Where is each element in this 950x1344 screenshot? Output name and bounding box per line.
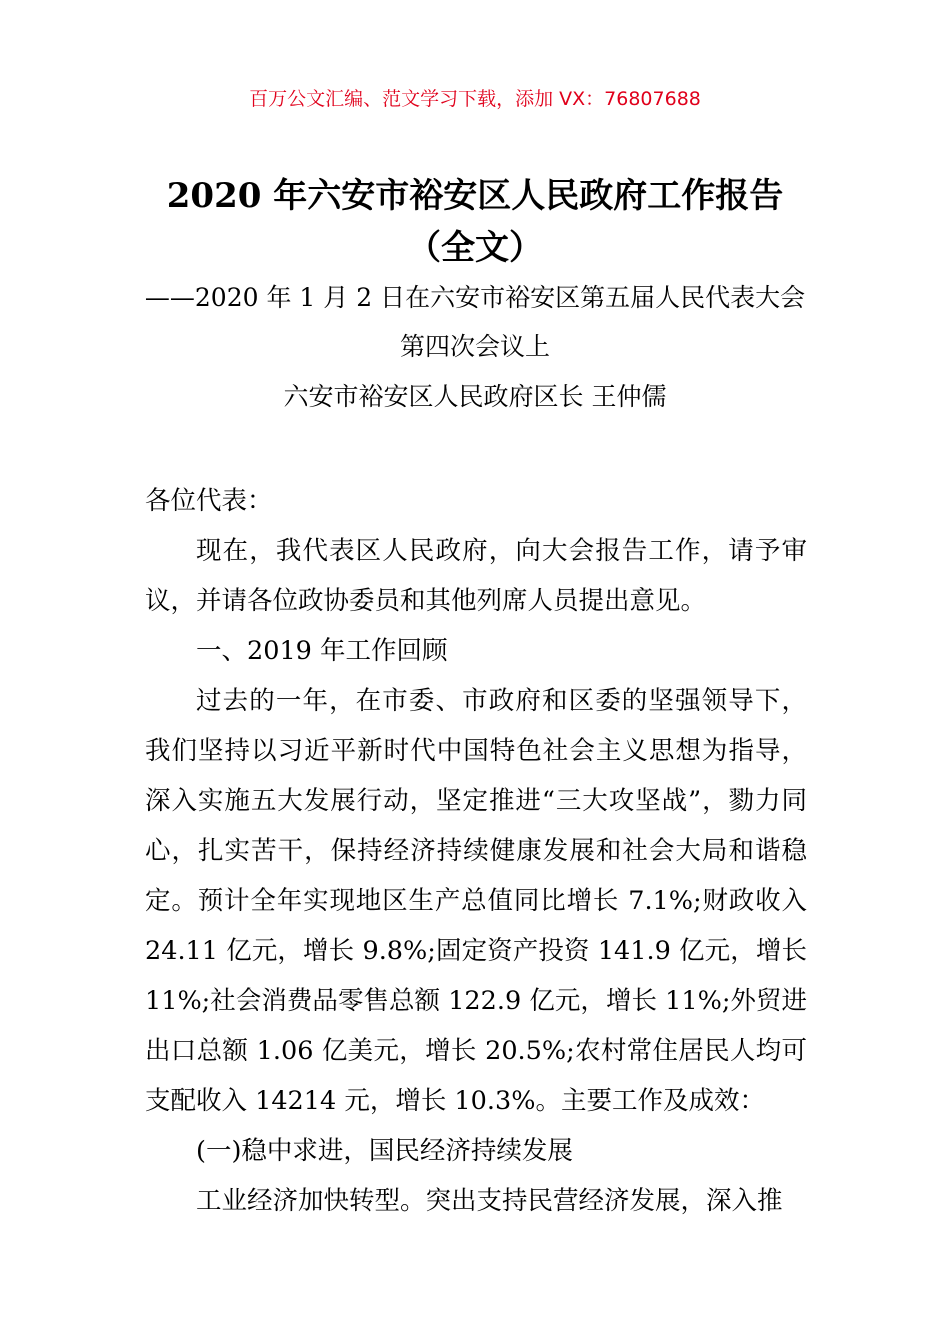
subsection-heading: (一)稳中求进，国民经济持续发展	[196, 1136, 573, 1166]
paragraph-review: 过去的一年，在市委、市政府和区委的坚强领导下，我们坚持以习近平新时代中国特色社会主义思想为指导，深入实施五大发展行动，坚定推进“三大攻坚战”，勠力同心，扎实苦干，保持经济持续健康发展和社会大局和谐稳定。预计全年实现地区生产总值同比增长 7.1%;财政收入 24.11 亿元，增长 9.8%;固定资产投资 141.9 亿元，增长 11%;社会消费品零售总额 122.9 亿元，增长 11%;外贸进出口总额 1.06 亿美元，增长 20.5%;农村常住居民人均可支配收入 14214 元，增长 10.3%。主要工作及成效：	[145, 686, 807, 1116]
greeting: 各位代表：	[145, 486, 273, 516]
document-title-suffix: （全文）	[407, 228, 543, 268]
paragraph-intro: 现在，我代表区人民政府，向大会报告工作，请予审议，并请各位政协委员和其他列席人员提出意见。	[145, 536, 807, 616]
watermark-banner: 百万公文汇编、范文学习下载，添加 VX：76807688	[249, 88, 701, 110]
paragraph-industry: 工业经济加快转型。突出支持民营经济发展，深入推	[196, 1186, 783, 1216]
section-heading: 一、2019 年工作回顾	[196, 636, 448, 666]
subtitle-occasion-cont: 第四次会议上	[399, 332, 550, 361]
document-title: 2020 年六安市裕安区人民政府工作报告	[166, 176, 784, 216]
subtitle-author: 六安市裕安区人民政府区长 王仲儒	[283, 382, 667, 411]
subtitle-occasion: ——2020 年 1 月 2 日在六安市裕安区第五届人民代表大会	[144, 283, 806, 312]
document-body	[145, 476, 807, 1226]
